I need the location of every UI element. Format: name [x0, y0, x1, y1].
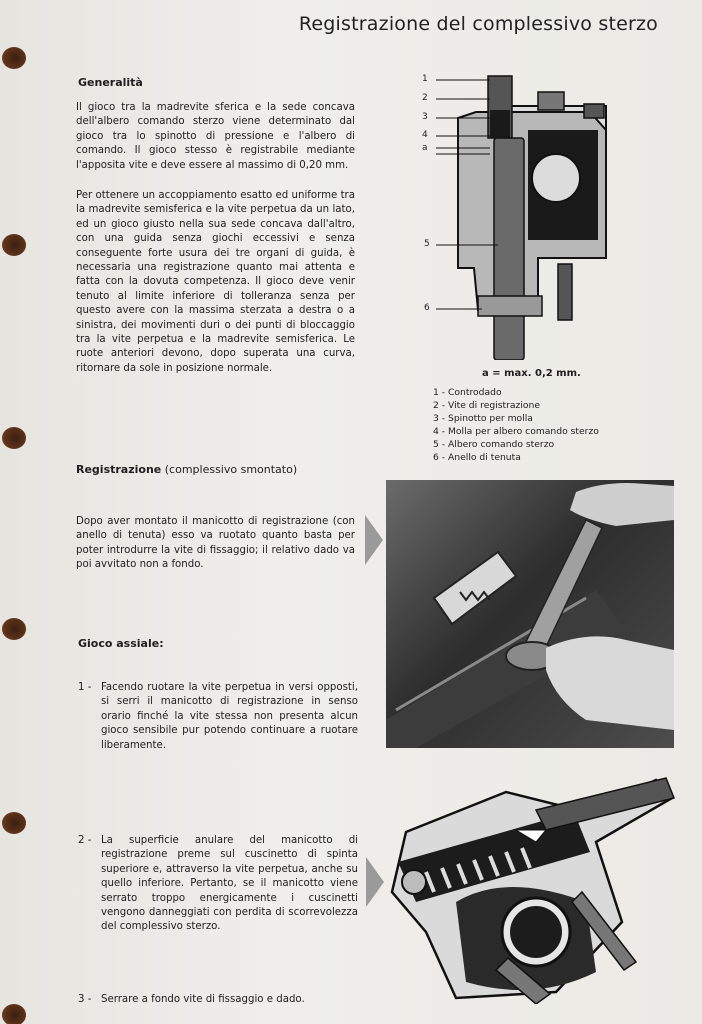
- diagram-legend: [433, 386, 599, 464]
- heading-registrazione: [76, 463, 297, 476]
- binder-hole: [2, 47, 26, 69]
- binder-hole: [2, 812, 26, 834]
- adjustment-photo: [386, 480, 674, 748]
- step-number: 3 -: [78, 994, 92, 1005]
- step-text: Serrare a fondo vite di fissaggio e dado.: [101, 994, 305, 1005]
- clearance-formula: a = max. 0,2 mm.: [482, 368, 581, 379]
- legend-item: 4 - Molla per albero comando sterzo: [433, 426, 599, 437]
- legend-item: 2 - Vite di registrazione: [433, 400, 540, 411]
- steering-cross-section-diagram: [418, 68, 614, 360]
- page-title: Registrazione del complessivo sterzo: [298, 13, 658, 35]
- heading-registrazione-suffix: (complessivo smontato): [161, 463, 298, 476]
- step-2: [78, 834, 358, 936]
- paragraph-generalita-2: Per ottenere un accoppiamento esatto ed uniforme tra la madrevite semisferica e la vite perpetua da un lato, ed un gioco giusto nella sua sede concava dall'altro, con una guida senza giochi eccessivi e senza conseguente forte usura dei tre organi di guida, è necessaria una registrazione quanto mai attenta e fatta con la dovuta competenza. Il gioco deve venir tenuto al limite inferiore di tolleranza senza per questo avere con la massima sterzata a destra o a sinistra, dei movimenti duri o dei punti di bloccaggio tra la vite perpetua e la madrevite semisferica. Le ruote anteriori devono, dopo superata una curva, ritornare da sole in posizione normale.: [76, 190, 355, 374]
- legend-item: 3 - Spinotto per molla: [433, 413, 533, 424]
- legend-item: 6 - Anello di tenuta: [433, 452, 521, 463]
- binder-hole: [2, 618, 26, 640]
- pointer-arrow: [366, 857, 384, 907]
- step-3: [78, 993, 378, 1009]
- callout-5: 5: [424, 239, 430, 249]
- heading-gioco-assiale: Gioco assiale:: [78, 637, 164, 650]
- callout-6: 6: [424, 303, 430, 313]
- callout-2: 2: [422, 93, 428, 103]
- adjustment-photo-drawing: [386, 480, 674, 748]
- binder-hole: [2, 234, 26, 256]
- paragraph-registrazione: Dopo aver montato il manicotto di registrazione (con anello di tenuta) esso va ruotato quanto basta per poter introdurre la vite di fissaggio; il relativo dado va poi avvitato non a fondo.: [76, 516, 355, 571]
- step-1: [78, 681, 358, 753]
- callout-a: a: [422, 143, 428, 153]
- steering-box-cutaway: [386, 772, 676, 1004]
- heading-generalita: Generalità: [78, 76, 143, 89]
- step-number: 1 -: [78, 682, 92, 693]
- legend-item: 1 - Controdado: [433, 387, 502, 398]
- step-text: La superficie anulare del manicotto di registrazione preme sul cuscinetto di spinta superiore e, attraverso la vite perpetua, anche su quello inferiore. Pertanto, se il manicotto viene serrato troppo energicamente i cuscinetti vengono danneggiati con perdita di scorrevolezza del complessivo sterzo.: [101, 835, 358, 933]
- callout-3: 3: [422, 112, 428, 122]
- binder-hole: [2, 1004, 26, 1024]
- binder-hole: [2, 427, 26, 449]
- step-text: Facendo ruotare la vite perpetua in versi opposti, si serri il manicotto di registrazione in senso orario finché la vite stessa non presenta alcun gioco sensibile pur potendo continuare a ruotare liberamente.: [101, 682, 358, 751]
- callout-4: 4: [422, 130, 428, 140]
- callout-1: 1: [422, 74, 428, 84]
- legend-item: 5 - Albero comando sterzo: [433, 439, 555, 450]
- paragraph-generalita-1: Il gioco tra la madrevite sferica e la sede concava dell'albero comando sterzo viene determinato dal gioco tra lo spinotto di pressione e l'albero di comando. Il gioco stesso è registrabile mediante l'apposita vite e deve essere al massimo di 0,20 mm.: [76, 102, 355, 171]
- step-number: 2 -: [78, 835, 92, 846]
- pointer-arrow: [365, 515, 383, 565]
- heading-registrazione-title: Registrazione: [76, 463, 162, 476]
